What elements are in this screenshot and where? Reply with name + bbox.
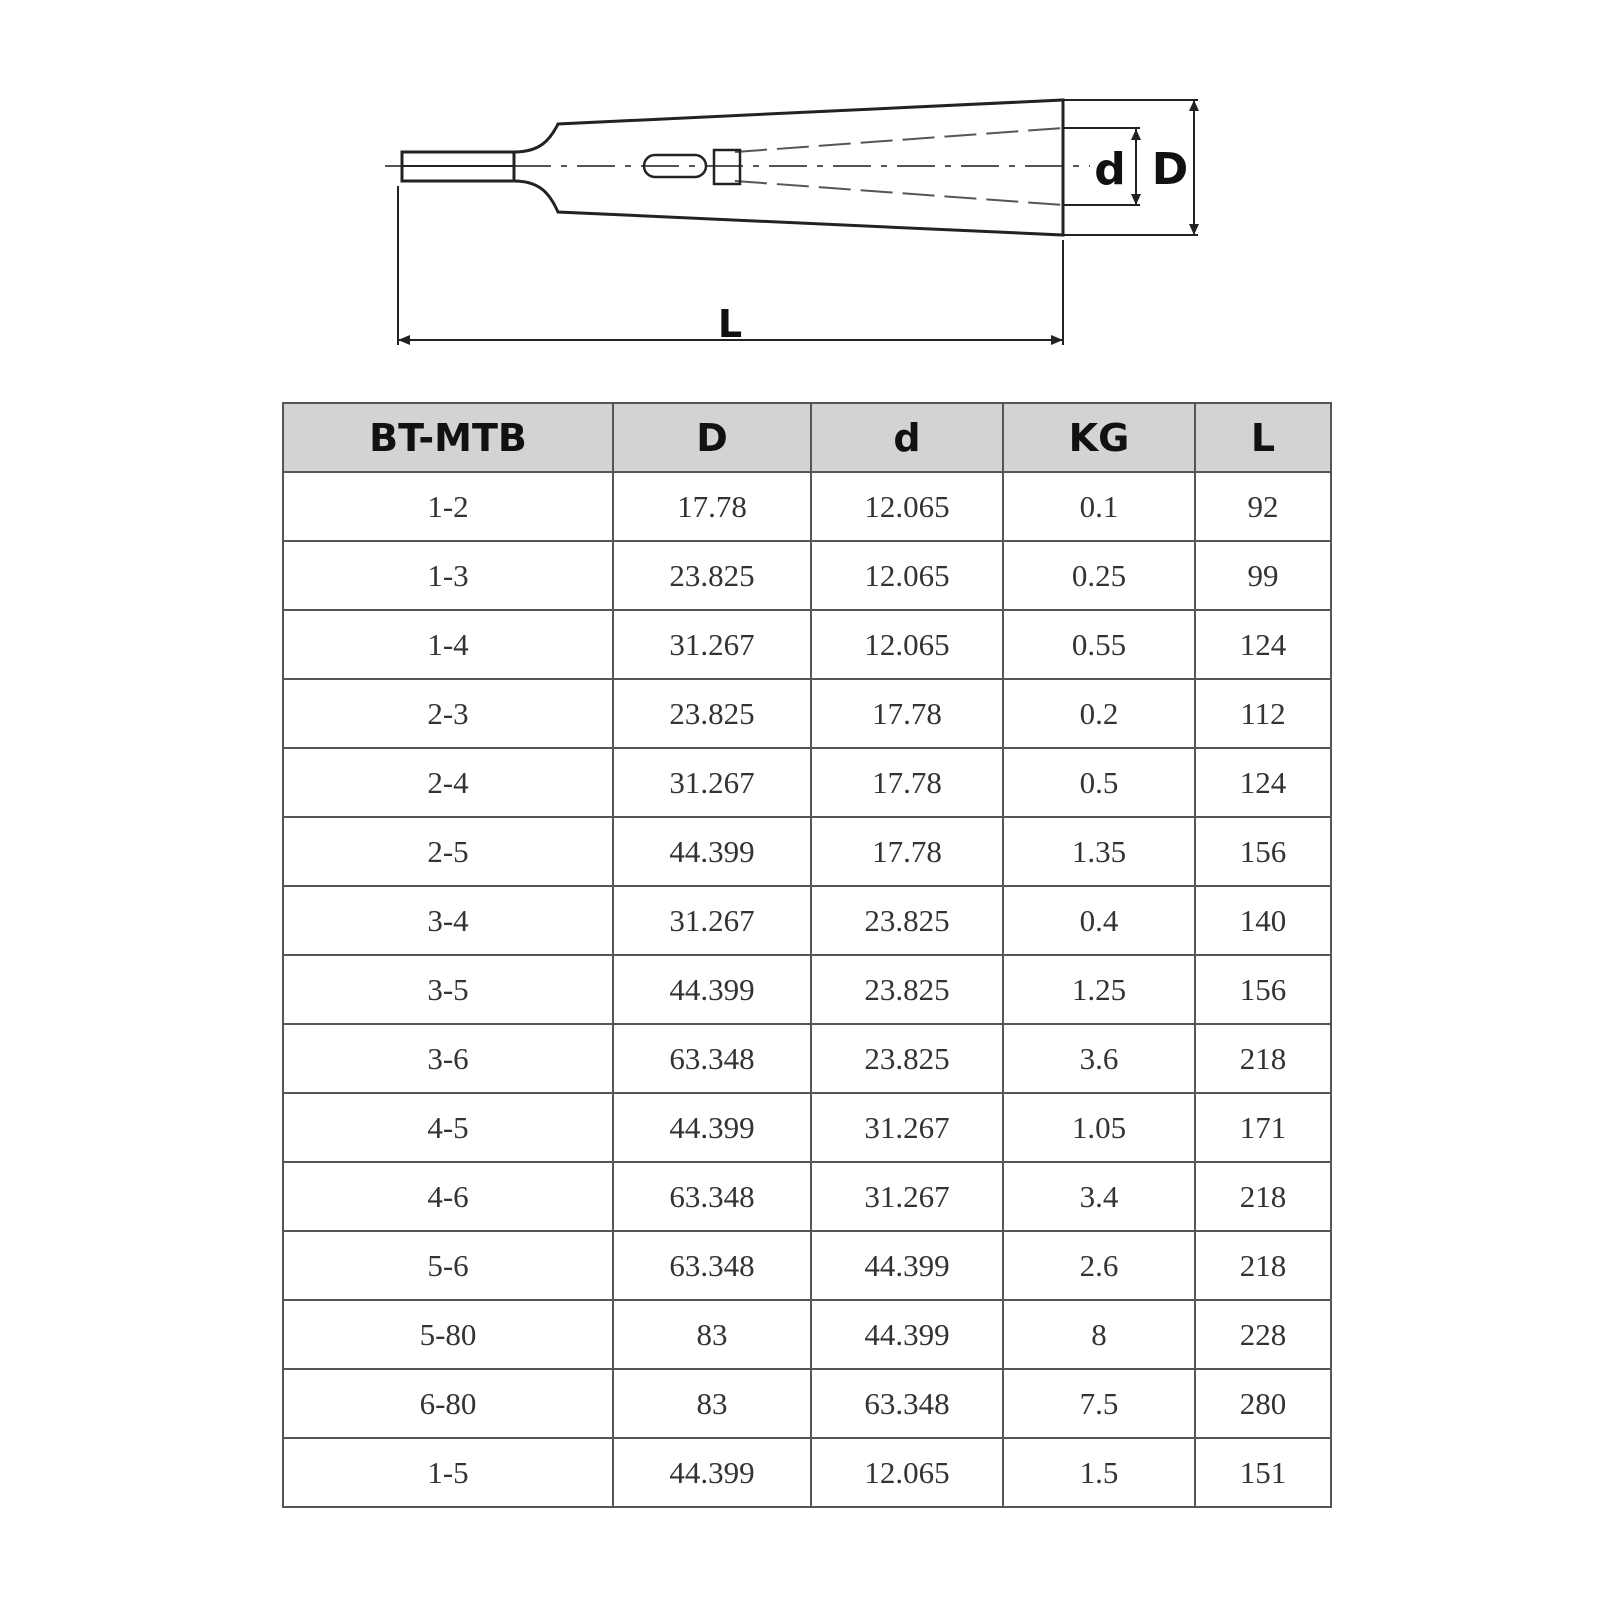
cell-D: 23.825 (613, 679, 811, 748)
table-row (283, 1162, 1331, 1231)
cell-D: 83 (613, 1300, 811, 1369)
table-row (283, 1231, 1331, 1300)
cell-model: 2-5 (283, 817, 613, 886)
spec-table (282, 402, 1332, 1508)
d-dimension-label: d (1094, 144, 1126, 195)
cell-d: 63.348 (811, 1369, 1003, 1438)
bore-lower-line (735, 181, 1063, 205)
cell-model: 6-80 (283, 1369, 613, 1438)
cell-d: 12.065 (811, 1438, 1003, 1507)
cell-model: 4-5 (283, 1093, 613, 1162)
cell-D: 63.348 (613, 1162, 811, 1231)
cell-kg: 1.35 (1003, 817, 1195, 886)
cell-D: 44.399 (613, 817, 811, 886)
cell-model: 3-6 (283, 1024, 613, 1093)
table-row (283, 1300, 1331, 1369)
table-row (283, 955, 1331, 1024)
cell-L: 92 (1195, 472, 1331, 541)
cell-kg: 1.05 (1003, 1093, 1195, 1162)
col-header-L: L (1195, 403, 1331, 472)
table-row (283, 1024, 1331, 1093)
cell-L: 280 (1195, 1369, 1331, 1438)
cell-d: 44.399 (811, 1300, 1003, 1369)
cell-L: 171 (1195, 1093, 1331, 1162)
cell-D: 63.348 (613, 1231, 811, 1300)
body-outline (514, 100, 1063, 235)
table-row (283, 817, 1331, 886)
cell-kg: 7.5 (1003, 1369, 1195, 1438)
cell-d: 12.065 (811, 610, 1003, 679)
cell-d: 23.825 (811, 1024, 1003, 1093)
cell-kg: 0.2 (1003, 679, 1195, 748)
cell-D: 44.399 (613, 1438, 811, 1507)
cell-D: 31.267 (613, 610, 811, 679)
cell-D: 44.399 (613, 1093, 811, 1162)
cell-L: 99 (1195, 541, 1331, 610)
cell-model: 3-4 (283, 886, 613, 955)
table-row (283, 472, 1331, 541)
cell-kg: 0.1 (1003, 472, 1195, 541)
table-row (283, 610, 1331, 679)
cell-d: 31.267 (811, 1162, 1003, 1231)
cell-model: 2-3 (283, 679, 613, 748)
cell-L: 218 (1195, 1024, 1331, 1093)
D-dimension-label: D (1151, 144, 1189, 195)
cell-D: 31.267 (613, 748, 811, 817)
table-row (283, 1438, 1331, 1507)
cell-L: 156 (1195, 817, 1331, 886)
cell-L: 124 (1195, 748, 1331, 817)
cell-L: 140 (1195, 886, 1331, 955)
table-row (283, 679, 1331, 748)
table-row (283, 1093, 1331, 1162)
cell-model: 4-6 (283, 1162, 613, 1231)
cell-model: 5-6 (283, 1231, 613, 1300)
cell-model: 1-2 (283, 472, 613, 541)
col-header-D: D (613, 403, 811, 472)
cell-L: 218 (1195, 1162, 1331, 1231)
cell-D: 44.399 (613, 955, 811, 1024)
cell-d: 31.267 (811, 1093, 1003, 1162)
cell-D: 31.267 (613, 886, 811, 955)
cell-d: 23.825 (811, 955, 1003, 1024)
cell-kg: 1.5 (1003, 1438, 1195, 1507)
table-row (283, 748, 1331, 817)
cell-L: 124 (1195, 610, 1331, 679)
cell-d: 44.399 (811, 1231, 1003, 1300)
cell-D: 83 (613, 1369, 811, 1438)
cell-L: 112 (1195, 679, 1331, 748)
cell-L: 156 (1195, 955, 1331, 1024)
cell-kg: 0.4 (1003, 886, 1195, 955)
cell-kg: 3.4 (1003, 1162, 1195, 1231)
cell-d: 17.78 (811, 679, 1003, 748)
col-header-model: BT-MTB (283, 403, 613, 472)
cell-L: 151 (1195, 1438, 1331, 1507)
col-header-kg: KG (1003, 403, 1195, 472)
table-row (283, 886, 1331, 955)
taper-sleeve-drawing (0, 0, 1600, 380)
header-row (283, 403, 1331, 472)
cell-d: 17.78 (811, 817, 1003, 886)
cell-kg: 0.55 (1003, 610, 1195, 679)
cell-D: 17.78 (613, 472, 811, 541)
bore-upper-line (735, 128, 1063, 152)
cell-kg: 1.25 (1003, 955, 1195, 1024)
cell-kg: 0.5 (1003, 748, 1195, 817)
cell-L: 218 (1195, 1231, 1331, 1300)
cell-model: 1-3 (283, 541, 613, 610)
cell-kg: 3.6 (1003, 1024, 1195, 1093)
table-row (283, 541, 1331, 610)
cell-model: 5-80 (283, 1300, 613, 1369)
cell-model: 1-4 (283, 610, 613, 679)
cell-kg: 8 (1003, 1300, 1195, 1369)
cell-model: 3-5 (283, 955, 613, 1024)
L-dimension-label: L (717, 302, 743, 346)
cell-D: 23.825 (613, 541, 811, 610)
cell-d: 12.065 (811, 472, 1003, 541)
table-row (283, 1369, 1331, 1438)
cell-d: 23.825 (811, 886, 1003, 955)
cell-model: 1-5 (283, 1438, 613, 1507)
cell-d: 17.78 (811, 748, 1003, 817)
cell-d: 12.065 (811, 541, 1003, 610)
cell-D: 63.348 (613, 1024, 811, 1093)
col-header-d: d (811, 403, 1003, 472)
cell-kg: 2.6 (1003, 1231, 1195, 1300)
cell-L: 228 (1195, 1300, 1331, 1369)
cell-model: 2-4 (283, 748, 613, 817)
cell-kg: 0.25 (1003, 541, 1195, 610)
